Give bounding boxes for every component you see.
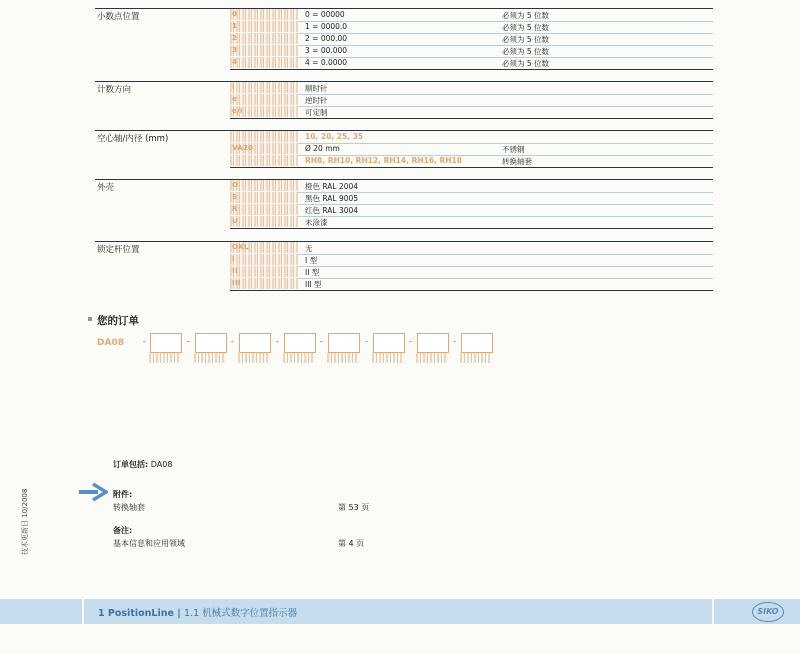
option-row	[230, 216, 713, 229]
option-desc: Ø 20 mm	[305, 144, 340, 153]
section-locking-lever	[95, 241, 713, 292]
order-dash: -	[187, 337, 190, 346]
option-note: 必须为 5 位数	[502, 11, 550, 20]
option-desc: 0 = 00000	[305, 10, 345, 19]
option-note: 不锈钢	[502, 145, 525, 154]
order-dash: -	[409, 337, 412, 346]
order-heading: 您的订单	[97, 315, 139, 327]
order-dash: -	[453, 337, 456, 346]
footer-separator: |	[177, 608, 181, 619]
option-desc: 3 = 00.000	[305, 46, 348, 55]
order-code-label	[372, 353, 404, 363]
option-row	[230, 155, 713, 168]
order-code-box[interactable]	[195, 333, 227, 353]
section-count-direction	[95, 81, 713, 120]
section-title: 计数方向	[97, 85, 132, 95]
option-desc: 橙色 RAL 2004	[305, 182, 359, 191]
footer-bar	[0, 599, 800, 624]
order-code-label	[149, 353, 181, 363]
option-desc: 顺时针	[305, 84, 328, 93]
option-code: II	[230, 266, 298, 277]
bullet-icon	[88, 317, 92, 321]
option-row	[230, 106, 713, 119]
option-code: U	[230, 216, 298, 227]
option-code: R	[230, 204, 298, 215]
option-code: OKL	[230, 242, 298, 253]
footer-divider	[82, 599, 84, 624]
option-code: 1	[230, 21, 298, 32]
order-code-box[interactable]	[373, 333, 405, 353]
section-housing	[95, 179, 713, 230]
order-code-label	[238, 353, 270, 363]
section-title: 锁定杆位置	[97, 245, 140, 255]
order-code-label	[327, 353, 359, 363]
option-desc: I 型	[305, 256, 318, 265]
order-code-label	[283, 353, 315, 363]
option-desc: 2 = 000.00	[305, 34, 348, 43]
section-title: 外壳	[97, 183, 115, 193]
option-note: 必须为 5 位数	[502, 23, 550, 32]
order-dash: -	[320, 337, 323, 346]
option-code: III	[230, 278, 298, 289]
option-code: 2	[230, 33, 298, 44]
option-code: 0	[230, 9, 298, 20]
footer-product: 1 PositionLine	[98, 608, 174, 619]
option-note: 必须为 5 位数	[502, 59, 550, 68]
option-code: 3	[230, 45, 298, 56]
option-desc: 红色 RAL 3004	[305, 206, 359, 215]
remarks-item: 基本信息和应用领域	[113, 539, 185, 548]
option-desc: 1 = 0000.0	[305, 22, 348, 31]
option-code: I	[230, 254, 298, 265]
option-note: 转换轴套	[502, 157, 532, 166]
order-dash: -	[276, 337, 279, 346]
option-code: S	[230, 192, 298, 203]
remarks-page-link[interactable]: 第 4 页	[338, 539, 365, 548]
accessories-page-link[interactable]: 第 53 页	[338, 503, 370, 512]
option-desc: 可定制	[305, 108, 328, 117]
option-row	[230, 57, 713, 70]
order-includes	[113, 459, 172, 470]
order-code-label	[416, 353, 448, 363]
option-desc: 黑色 RAL 9005	[305, 194, 359, 203]
option-code	[230, 131, 298, 142]
accessories-item: 转换轴套	[113, 503, 145, 512]
order-model: DA08	[97, 338, 124, 348]
option-note: 必须为 5 位数	[502, 47, 550, 56]
option-desc: 未涂漆	[305, 218, 328, 227]
option-desc: 4 = 0.0000	[305, 58, 348, 67]
footer-divider	[712, 599, 714, 624]
section-hollow-shaft	[95, 130, 713, 169]
option-desc: 10, 20, 25, 35	[305, 132, 364, 141]
section-title: 空心轴/内径 (mm)	[97, 134, 169, 144]
option-desc: RH8, RH10, RH12, RH14, RH16, RH18	[305, 156, 463, 165]
option-code: O	[230, 180, 298, 191]
section-title: 小数点位置	[97, 12, 140, 22]
option-code: e/i	[230, 106, 298, 117]
footer-chapter: 1.1 机械式数字位置指示器	[184, 608, 298, 619]
option-row	[230, 278, 713, 291]
option-desc: II 型	[305, 268, 320, 277]
order-code-label	[194, 353, 226, 363]
order-code-box[interactable]	[461, 333, 493, 353]
bottom-margin	[0, 624, 800, 654]
footer-title	[98, 605, 297, 619]
option-code	[230, 155, 298, 166]
order-dash: -	[143, 337, 146, 346]
section-decimal-point	[95, 8, 713, 71]
siko-logo: SIKO	[752, 602, 784, 622]
option-code: 4	[230, 57, 298, 68]
option-desc: III 型	[305, 280, 322, 289]
order-code-box[interactable]	[150, 333, 182, 353]
order-includes-value: DA08	[150, 460, 173, 469]
order-dash: -	[365, 337, 368, 346]
order-code-box[interactable]	[328, 333, 360, 353]
arrow-right-icon	[78, 482, 108, 502]
order-code-box[interactable]	[284, 333, 316, 353]
option-desc: 无	[305, 244, 313, 253]
option-desc: 逆时针	[305, 96, 328, 105]
order-code-box[interactable]	[239, 333, 271, 353]
option-code: VA20	[230, 143, 298, 154]
option-code: e	[230, 94, 298, 105]
option-note: 必须为 5 位数	[502, 35, 550, 44]
side-note: 技术更新日 10/2008	[21, 488, 29, 555]
order-code-box[interactable]	[417, 333, 449, 353]
option-code: i	[230, 82, 298, 93]
order-includes-label: 订单包括:	[113, 460, 149, 469]
order-dash: -	[231, 337, 234, 346]
accessories-label: 附件:	[113, 490, 133, 499]
order-code-label	[460, 353, 492, 363]
remarks-label: 备注:	[113, 526, 133, 535]
